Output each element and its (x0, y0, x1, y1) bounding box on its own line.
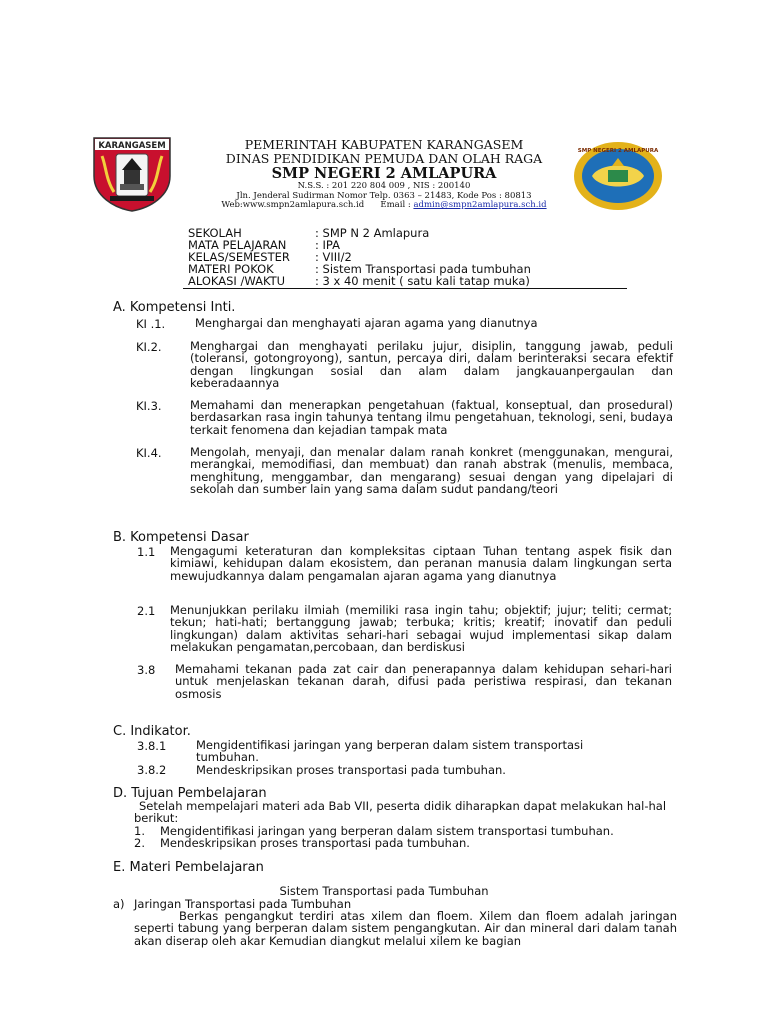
indicator-code: 3.8.2 (137, 763, 167, 777)
ki-text: Mengolah, menyaji, dan menalar dalam ranah konkret (menggunakan, mengurai, merangkai, memodifiasi, dan membuat) dan ranah abstrak (menulis, membaca, menghitung, menggambar, dan mengarang) sesuai dengan yang dipelajari di sekolah dan sumber lain yang sama dalam sudut pandang/teori (190, 445, 673, 496)
section-d-title: D. Tujuan Pembelajaran (113, 786, 267, 801)
kd-text: Menunjukkan perilaku ilmiah (memiliki rasa ingin tahu; objektif; jujur; teliti; cermat; tekun; hati-hati; bertanggung jawab; terbuka; kritis; kreatif; inovatif dan peduli lingkungan) dalam aktivitas sehari-hari sebagai wujud implementasi sikap dalam melakukan pengamatan,percobaan, dan berdiskusi (170, 603, 672, 654)
email-link[interactable]: admin@smpn2amlapura.sch.id (413, 200, 547, 210)
website-text: Web:www.smpn2amlapura.sch.id (221, 200, 365, 210)
ki-text: Menghargai dan menghayati ajaran agama yang dianutnya (195, 316, 538, 330)
kd-code: 3.8 (137, 663, 156, 677)
identity-label: MATA PELAJARAN (188, 238, 287, 252)
identity-label: ALOKASI /WAKTU (188, 274, 286, 288)
objective-code: 1. (134, 824, 145, 838)
indicator-code: 3.8.1 (137, 739, 167, 753)
section-c-title: C. Indikator. (113, 724, 191, 739)
identity-value: : 3 x 40 menit ( satu kali tatap muka) (315, 274, 530, 288)
identity-label: MATERI POKOK (188, 262, 274, 276)
material-item-code: a) (113, 897, 125, 911)
logo-caption: KARANGASEM (98, 141, 166, 151)
ki-text: Memahami dan menerapkan pengetahuan (faktual, konseptual, dan prosedural) berdasarkan rasa ingin tahunya tentang ilmu pengetahuan, teknologi, seni, budaya terkait fenomena dan kejadian tampak mata (190, 398, 673, 437)
material-subtitle: Sistem Transportasi pada Tumbuhan (279, 884, 489, 898)
ki-code: KI.2. (136, 340, 162, 354)
kd-code: 2.1 (137, 604, 156, 618)
indicator-text: Mengidentifikasi jaringan yang berperan dalam sistem transportasi tumbuhan. (196, 738, 584, 765)
identity-value: : SMP N 2 Amlapura (315, 226, 430, 240)
section-e-title: E. Materi Pembelajaran (113, 860, 264, 875)
section-a-title: A. Kompetensi Inti. (113, 300, 236, 315)
kd-text: Memahami tekanan pada zat cair dan penerapannya dalam kehidupan sehari-hari untuk menjelaskan tekanan darah, difusi pada peristiwa respirasi, dan tekanan osmosis (175, 662, 672, 701)
ki-text: Menghargai dan menghayati perilaku jujur, disiplin, tanggung jawab, peduli (toleransi, gotongroyong), santun, percaya diri, dalam berinteraksi secara efektif dengan lingkungan sosial dan alam dalam jangkauanpergaulan dan keberadaannya (190, 339, 673, 390)
identity-value: : VIII/2 (315, 250, 352, 264)
address-line: Jln. Jenderal Sudirman Nomor Telp. 0363 – 21483, Kode Pos : 80813 (236, 191, 532, 201)
section-b-title: B. Kompetensi Dasar (113, 530, 249, 545)
identity-divider (183, 288, 627, 289)
ki-code: KI .1. (136, 317, 166, 331)
dept-line: DINAS PENDIDIKAN PEMUDA DAN OLAH RAGA (225, 151, 543, 166)
ki-code: KI.4. (136, 446, 162, 460)
objective-text: Mendeskripsikan proses transportasi pada tumbuhan. (160, 836, 470, 850)
identity-label: SEKOLAH (188, 226, 242, 240)
email-label: Email : (380, 200, 411, 210)
kd-text: Mengagumi keteraturan dan kompleksitas ciptaan Tuhan tentang aspek fisik dan kimiawi, kehidupan dalam ekosistem, dan peranan manusia dalam lingkungan serta mewujudkannya dalam pengamalan ajaran agama yang dianutnya (170, 544, 672, 583)
material-item-title: Jaringan Transportasi pada Tumbuhan (134, 897, 352, 911)
nss-line: N.S.S. : 201 220 804 009 , NIS : 200140 (297, 181, 471, 191)
objective-code: 2. (134, 836, 145, 850)
identity-value: : Sistem Transportasi pada tumbuhan (315, 262, 531, 276)
objective-text: Mengidentifikasi jaringan yang berperan dalam sistem transportasi tumbuhan. (160, 824, 614, 838)
material-paragraph: Berkas pengangkut terdiri atas xilem dan floem. Xilem dan floem adalah jaringan seperti tabung yang berperan dalam sistem pengangkutan. Air dan mineral dari dalam tanah akan diserap oleh akar Kemudian diangkut melalui xilem ke bagian (134, 909, 677, 948)
school-emblem (572, 140, 664, 212)
ki-code: KI.3. (136, 399, 162, 413)
section-d-intro (134, 800, 679, 825)
section-d-intro-text: Setelah mempelajari materi ada Bab VII, peserta didik diharapkan dapat melakukan hal-hal berikut: (134, 799, 667, 826)
school-name: SMP NEGERI 2 AMLAPURA (271, 165, 497, 182)
indicator-text: Mendeskripsikan proses transportasi pada tumbuhan. (196, 763, 506, 777)
kd-code: 1.1 (137, 545, 156, 559)
identity-label: KELAS/SEMESTER (188, 250, 290, 264)
gov-line: PEMERINTAH KABUPATEN KARANGASEM (244, 137, 524, 152)
emblem-caption: SMP NEGERI 2 AMLAPURA (577, 148, 659, 154)
identity-value: : IPA (315, 238, 340, 252)
